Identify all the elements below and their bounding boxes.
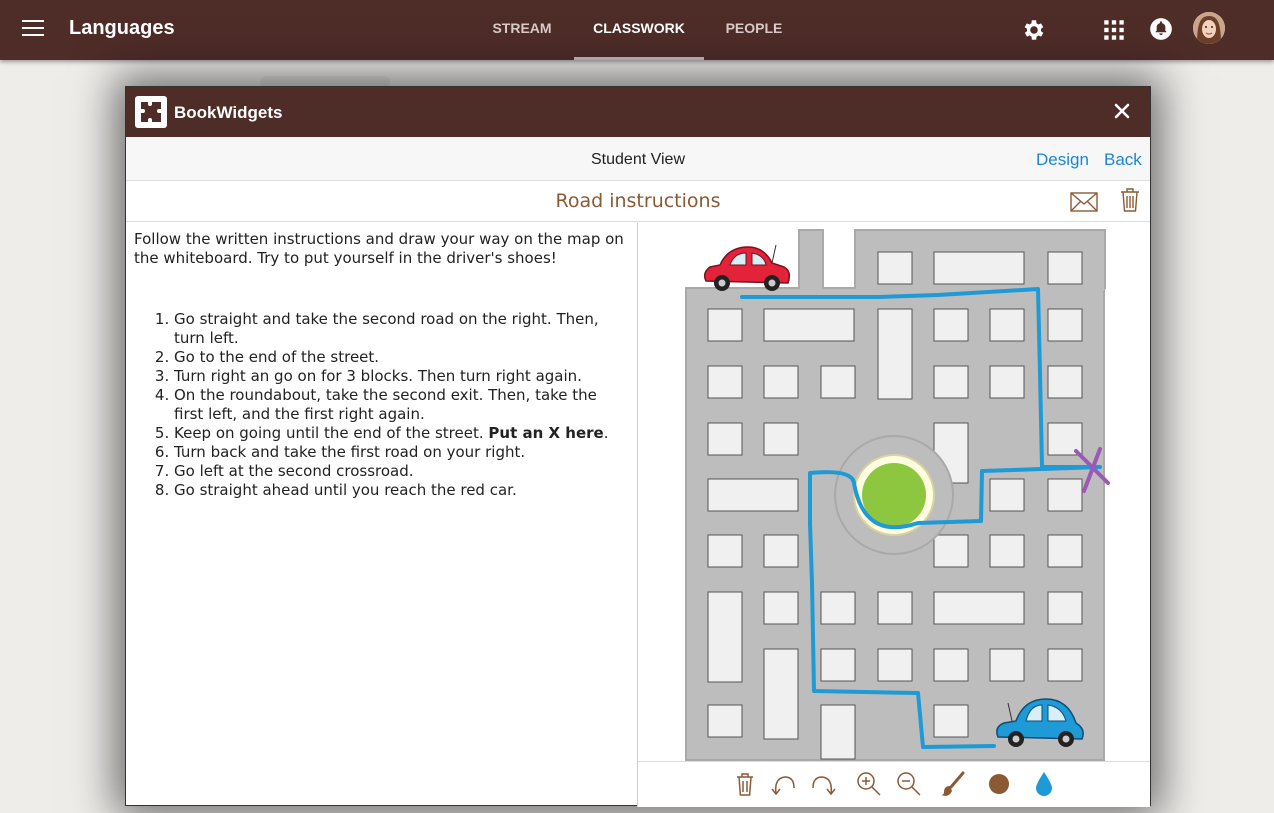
bookwidgets-logo-icon (135, 96, 167, 128)
notifications-icon[interactable] (1148, 16, 1174, 42)
tab-people[interactable]: PEOPLE (725, 20, 783, 36)
list-item: 4. On the roundabout, take the second exit. Then, take the first left, and the first right again. (174, 386, 629, 424)
whiteboard-toolbar (638, 761, 1150, 807)
trash-icon[interactable] (731, 770, 759, 798)
apps-grid-icon[interactable] (1101, 17, 1127, 43)
brush-size-icon[interactable] (985, 770, 1013, 798)
color-drop-icon[interactable] (1030, 770, 1058, 798)
brush-icon[interactable] (939, 770, 967, 798)
dialog-brand-title: BookWidgets (174, 103, 283, 122)
bookwidgets-dialog (125, 86, 1151, 806)
list-item: 6. Turn back and take the first road on your right. (174, 443, 629, 462)
mail-icon[interactable] (1070, 192, 1098, 212)
instruction-list (134, 310, 629, 500)
class-title[interactable]: Languages (69, 17, 175, 39)
avatar[interactable] (1193, 12, 1225, 44)
widget-title: Road instructions (555, 190, 721, 212)
intro-text: Follow the written instructions and draw your way on the map on the whiteboard. Try to put yourself in the driver's shoes! (134, 230, 624, 267)
list-item: 3. Turn right an go on for 3 blocks. Then turn right again. (174, 367, 629, 386)
dialog-header (126, 87, 1150, 137)
redo-icon[interactable] (809, 770, 837, 798)
menu-icon[interactable] (22, 20, 44, 38)
app-bar (0, 0, 1274, 60)
list-item: 8. Go straight ahead until you reach the red car. (174, 481, 629, 500)
list-item: 5. Keep on going until the end of the street. Put an X here. (174, 424, 629, 443)
trash-icon[interactable] (1119, 187, 1141, 213)
tab-classwork[interactable]: CLASSWORK (574, 0, 704, 60)
zoom-out-icon[interactable] (894, 770, 922, 798)
whiteboard-panel (638, 223, 1150, 807)
list-item: 1. Go straight and take the second road on the right. Then, turn left. (174, 310, 629, 348)
zoom-in-icon[interactable] (854, 770, 882, 798)
tab-stream[interactable]: STREAM (492, 20, 552, 36)
view-title: Student View (591, 151, 685, 168)
back-link[interactable]: Back (1104, 150, 1142, 169)
whiteboard-canvas[interactable] (638, 223, 1150, 761)
widget-title-row (126, 181, 1150, 222)
settings-icon[interactable] (1021, 17, 1047, 43)
view-bar (126, 137, 1150, 181)
close-icon[interactable] (1112, 101, 1132, 121)
instructions-panel (126, 223, 638, 807)
road-map (685, 229, 1106, 761)
design-link[interactable]: Design (1036, 150, 1089, 169)
list-item: 2. Go to the end of the street. (174, 348, 629, 367)
undo-icon[interactable] (770, 770, 798, 798)
list-item: 7. Go left at the second crossroad. (174, 462, 629, 481)
red-car-icon (705, 245, 790, 291)
